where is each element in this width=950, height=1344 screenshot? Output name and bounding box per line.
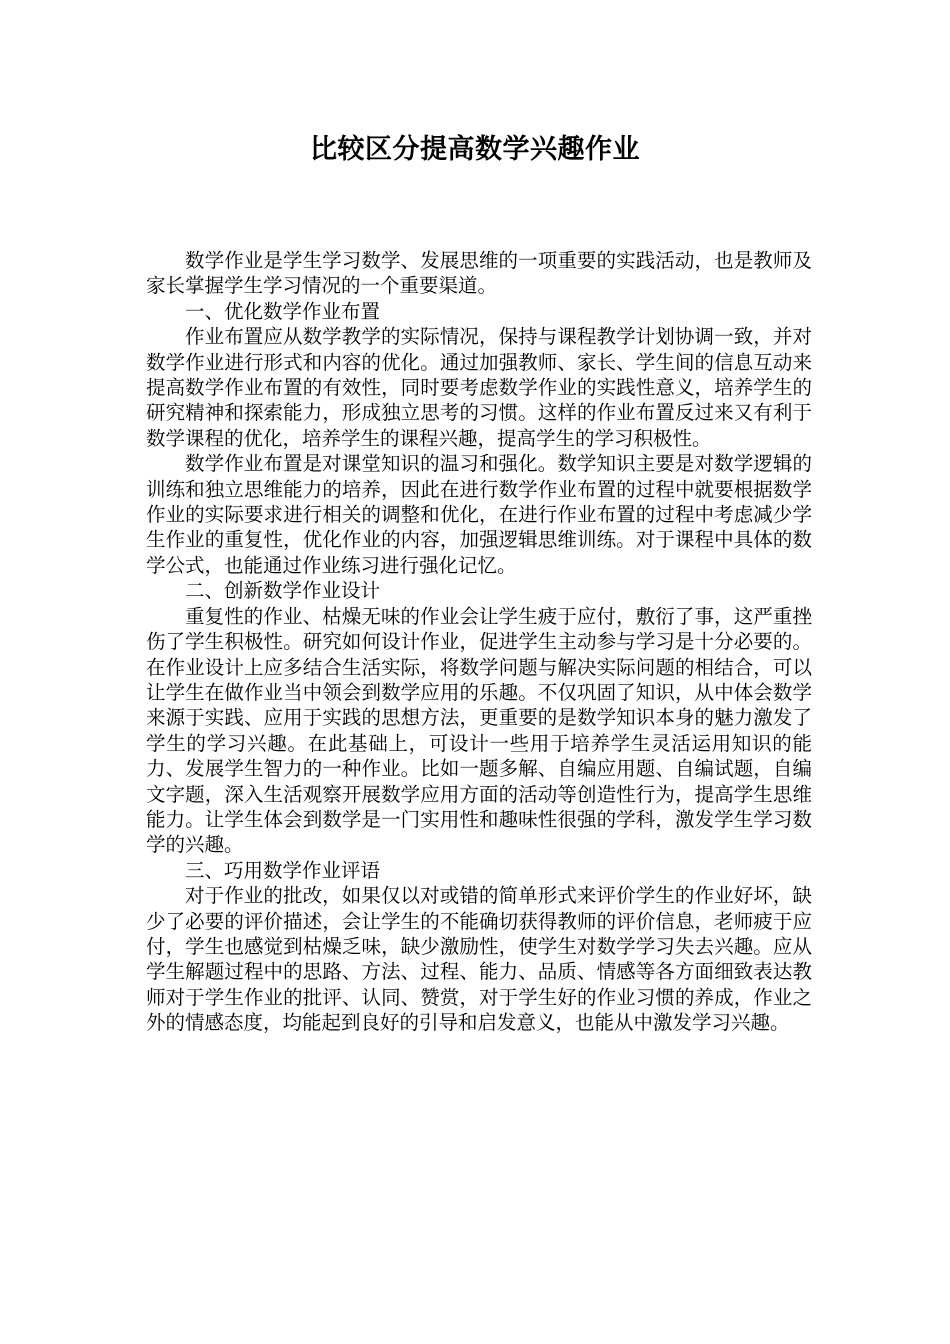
- section-heading-2: 二、创新数学作业设计: [185, 579, 381, 603]
- paragraph: 对于作业的批改，如果仅以对或错的简单形式来评价学生的作业好坏，缺少了必要的评价描述，会让学生的不能确切获得教师的评价信息，老师疲于应付，学生也感觉到枯燥乏味，缺少激励性，使学生对数学学习失去兴趣。应从学生解题过程中的思路、方法、过程、能力、品质、情感等各方面细致表达教师对于学生作业的批评、认同、赞赏，对于学生好的作业习惯的养成，作业之外的情感态度，均能起到良好的引导和启发意义，也能从中激发学习兴趣。: [146, 884, 812, 1035]
- document-body: [146, 248, 812, 1036]
- section-heading-3: 三、巧用数学作业评语: [185, 858, 381, 882]
- section-heading-1: 一、优化数学作业布置: [185, 299, 381, 323]
- paragraph-intro: 数学作业是学生学习数学、发展思维的一项重要的实践活动，也是教师及家长掌握学生学习情况的一个重要渠道。: [146, 249, 812, 298]
- paragraph: 作业布置应从数学教学的实际情况，保持与课程教学计划协调一致，并对数学作业进行形式和内容的优化。通过加强教师、家长、学生间的信息互动来提高数学作业布置的有效性，同时要考虑数学作业的实践性意义，培养学生的研究精神和探索能力，形成独立思考的习惯。这样的作业布置反过来又有利于数学课程的优化，培养学生的课程兴趣，提高学生的学习积极性。: [146, 325, 812, 450]
- document-title: 比较区分提高数学兴趣作业: [310, 134, 640, 165]
- paragraph: 数学作业布置是对课堂知识的温习和强化。数学知识主要是对数学逻辑的训练和独立思维能力的培养，因此在进行数学作业布置的过程中就要根据数学作业的实际要求进行相关的调整和优化，在进行作业布置的过程中考虑减少学生作业的重复性，优化作业的内容，加强逻辑思维训练。对于课程中具体的数学公式，也能通过作业练习进行强化记忆。: [146, 452, 812, 577]
- paragraph: 重复性的作业、枯燥无味的作业会让学生疲于应付，敷衍了事，这严重挫伤了学生积极性。研究如何设计作业，促进学生主动参与学习是十分必要的。在作业设计上应多结合生活实际，将数学问题与解决实际问题的相结合，可以让学生在做作业当中领会到数学应用的乐趣。不仅巩固了知识，从中体会数学来源于实践、应用于实践的思想方法，更重要的是数学知识本身的魅力激发了学生的学习兴趣。在此基础上，可设计一些用于培养学生灵活运用知识的能力、发展学生智力的一种作业。比如一题多解、自编应用题、自编试题，自编文字题，深入生活观察开展数学应用方面的活动等创造性行为，提高学生思维能力。让学生体会到数学是一门实用性和趣味性很强的学科，激发学生学习数学的兴趣。: [146, 604, 812, 857]
